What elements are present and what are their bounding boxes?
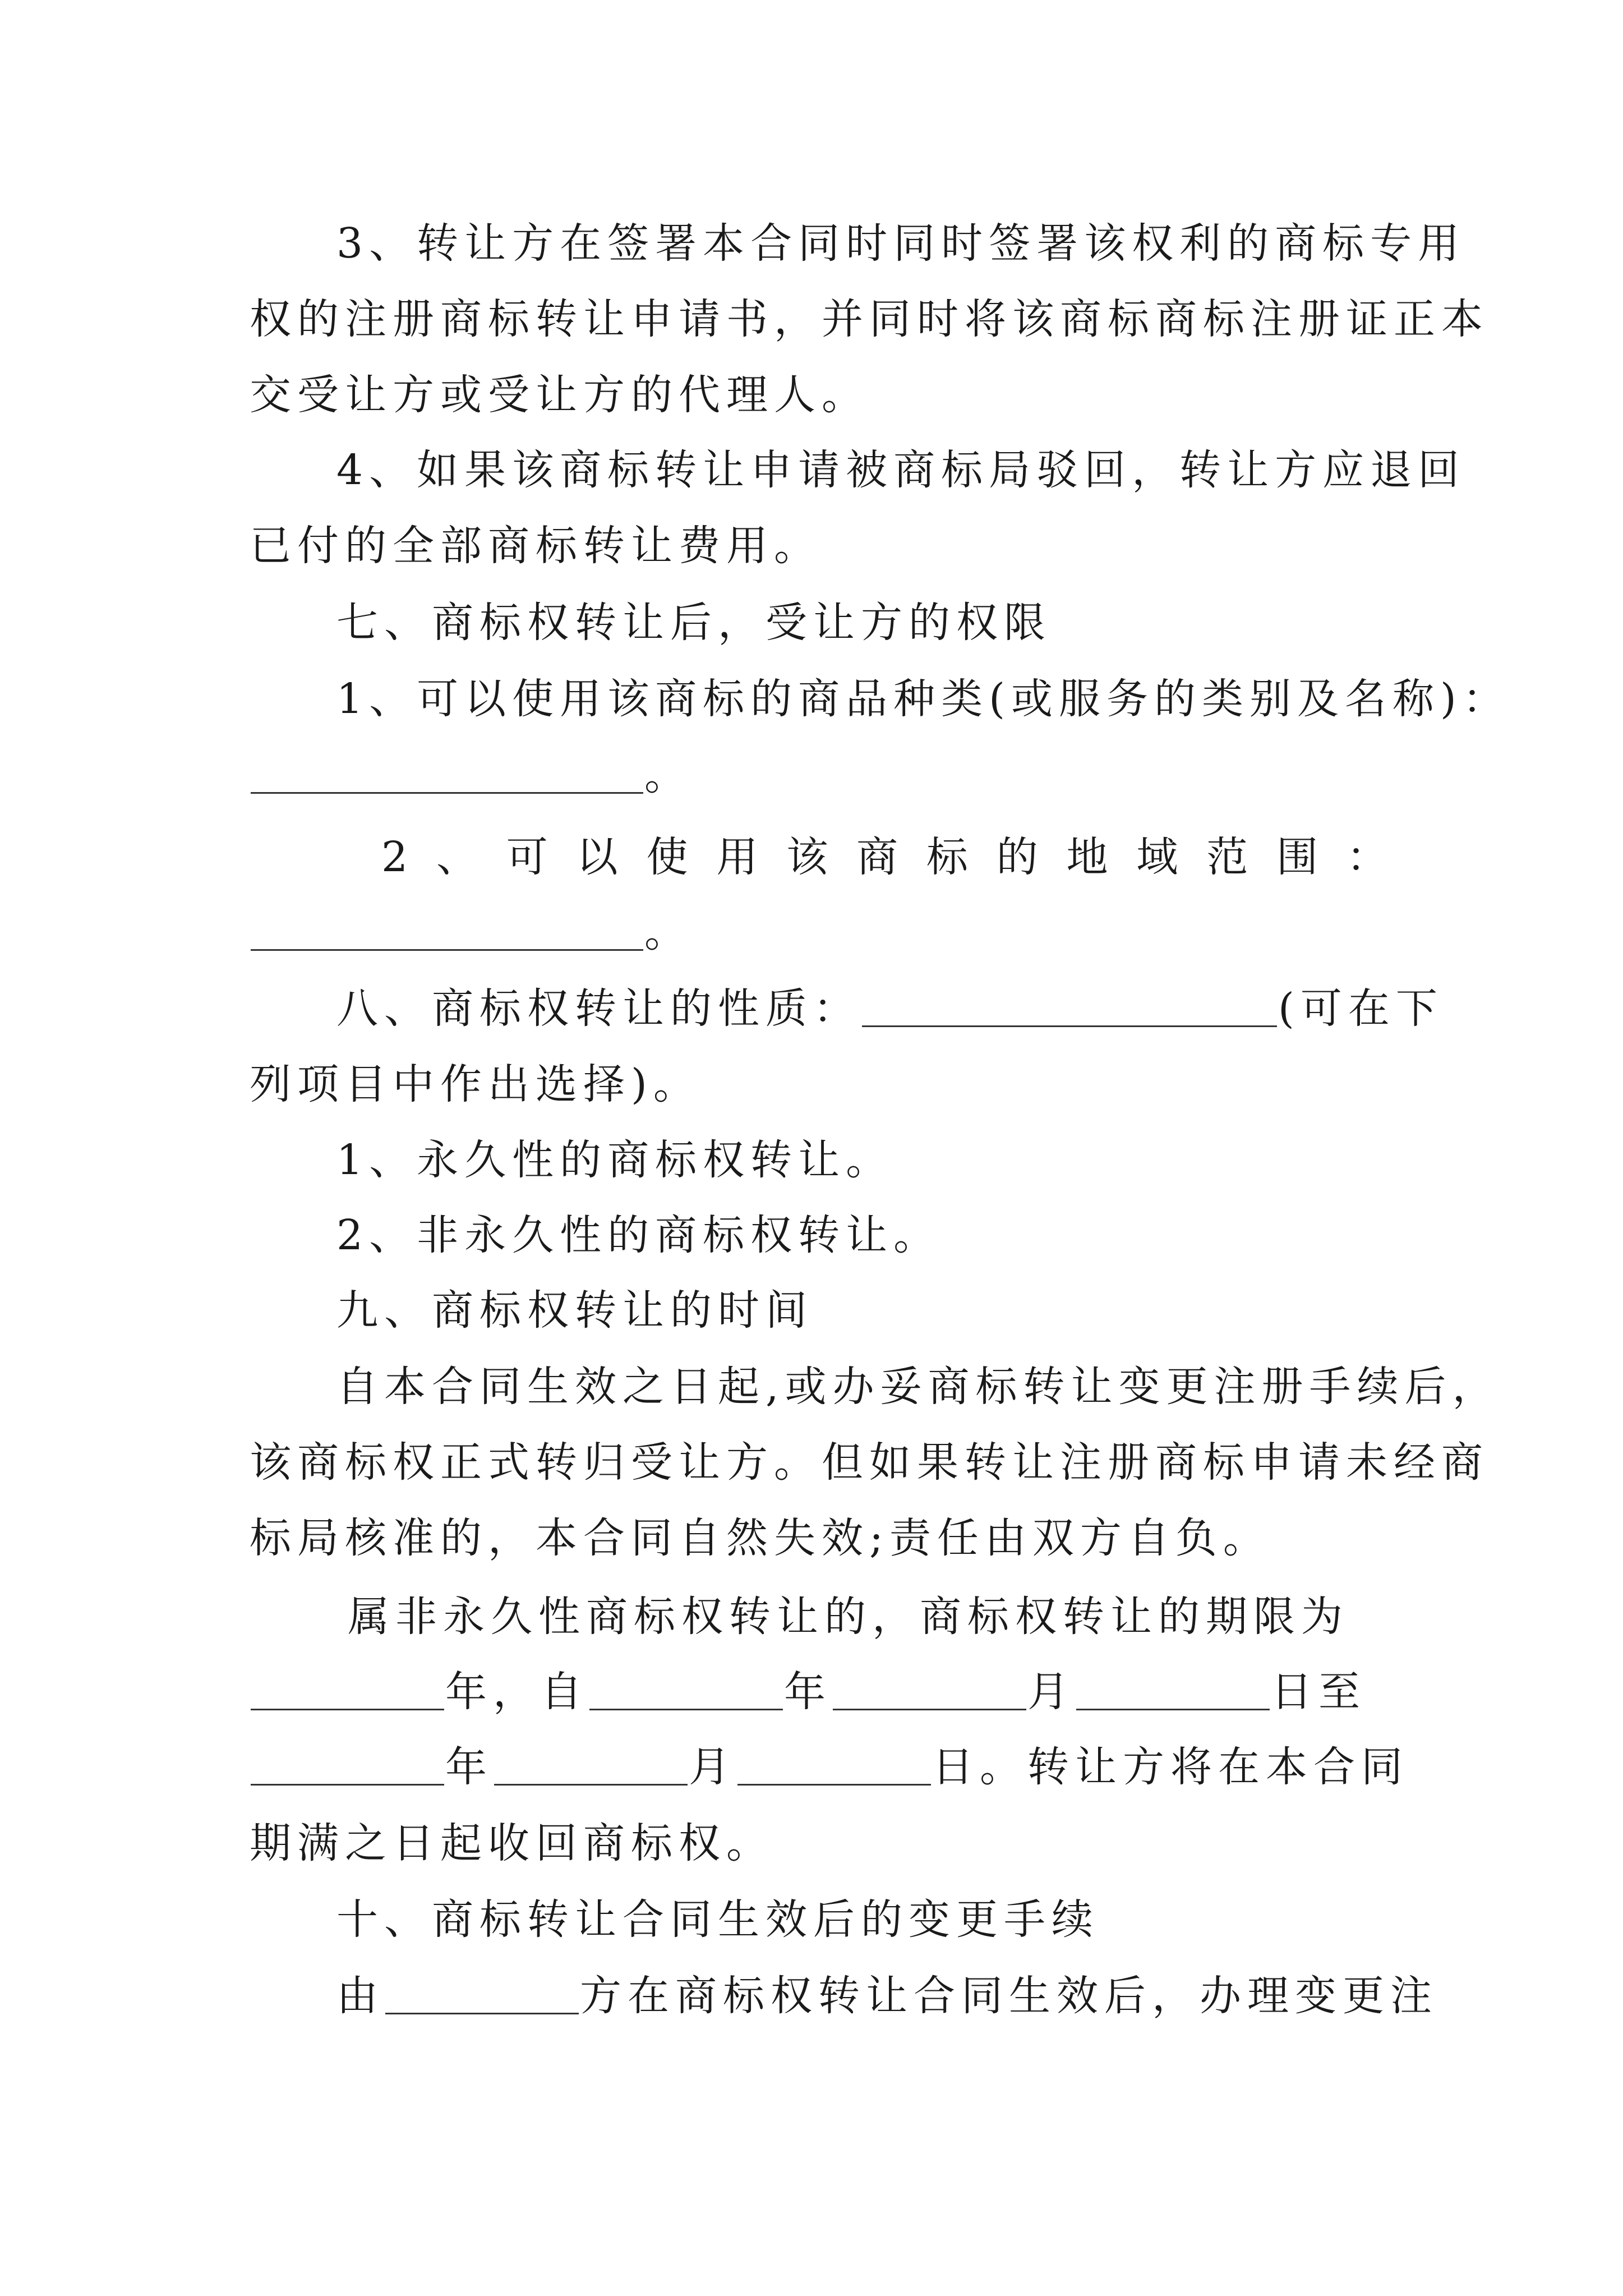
date-label: 日。转让方将在本合同: [932, 1743, 1409, 1791]
fill-in-line: [250, 1739, 1409, 1795]
text-line: 期满之日起收回商标权。: [250, 1819, 774, 1867]
text-line: 1、可以使用该商标的商品种类(或服务的类别及名称)：: [336, 675, 1510, 723]
blank-field[interactable]: [1076, 1708, 1270, 1710]
date-label: 月: [689, 1743, 736, 1791]
char: 域: [1136, 833, 1178, 881]
fill-in-line: [250, 747, 1388, 803]
heading-note: (可在下: [1278, 984, 1444, 1033]
text-line: 已付的全部商标转让费用。: [250, 522, 822, 570]
blank-field[interactable]: [589, 1708, 783, 1710]
list-item: 1、永久性的商标权转让。: [336, 1136, 894, 1184]
text-line: 该商标权正式转归受让方。但如果转让注册商标申请未经商: [250, 1438, 1489, 1487]
char: 商: [856, 833, 898, 881]
text-line: 3、转让方在签署本合同时同时签署该权利的商标专用: [336, 219, 1466, 268]
date-label: 年: [784, 1668, 832, 1716]
text-line: 属非永久性商标权转让的，商标权转让的期限为: [348, 1593, 1349, 1641]
text-line: 4、如果该商标转让申请被商标局驳回，转让方应退回: [336, 446, 1466, 494]
fill-in-line: [250, 904, 1388, 960]
char: 范: [1206, 833, 1248, 881]
char: 、: [436, 833, 478, 881]
char: 2: [381, 833, 408, 881]
blank-field[interactable]: [385, 2012, 579, 2014]
text-line: 权的注册商标转让申请书，并同时将该商标商标注册证正本: [250, 295, 1489, 343]
fill-in-line: [336, 1968, 1438, 2024]
line-end-mark: 。: [644, 908, 692, 956]
char: 用: [716, 833, 758, 881]
char: 围: [1276, 833, 1318, 881]
section-heading: 七、商标权转让后，受让方的权限: [336, 599, 1052, 647]
heading-text: 八、商标权转让的性质：: [336, 984, 861, 1033]
section-heading: 九、商标权转让的时间: [336, 1286, 813, 1335]
blank-field[interactable]: [737, 1783, 931, 1786]
line-end-mark: 。: [644, 751, 692, 799]
date-label: 年: [445, 1743, 493, 1791]
date-label: 日至: [1271, 1668, 1366, 1716]
text-line: 列项目中作出选择)。: [250, 1060, 701, 1108]
char: ：: [1346, 833, 1388, 881]
text-segment: 由: [336, 1972, 384, 2020]
date-label: 月: [1027, 1668, 1075, 1716]
char: 的: [996, 833, 1038, 881]
list-item: 2、非永久性的商标权转让。: [336, 1211, 942, 1259]
blank-field[interactable]: [862, 1025, 1277, 1027]
blank-field[interactable]: [833, 1708, 1026, 1710]
char: 地: [1066, 833, 1108, 881]
section-heading: [336, 981, 1444, 1037]
char: 使: [646, 833, 688, 881]
char: 标: [926, 833, 968, 881]
char: 可: [506, 833, 548, 881]
text-line-spread: [381, 829, 1388, 885]
char: 以: [576, 833, 618, 881]
blank-field[interactable]: [251, 1708, 444, 1710]
blank-field[interactable]: [494, 1783, 688, 1786]
char: 该: [786, 833, 828, 881]
text-line: 自本合同生效之日起,或办妥商标转让变更注册手续后，: [336, 1363, 1500, 1411]
text-segment: 方在商标权转让合同生效后，办理变更注: [580, 1972, 1438, 2020]
section-heading: 十、商标转让合同生效后的变更手续: [336, 1895, 1099, 1944]
blank-field[interactable]: [251, 949, 643, 951]
blank-field[interactable]: [251, 1783, 444, 1786]
text-line: 交受让方或受让方的代理人。: [250, 371, 869, 419]
blank-field[interactable]: [251, 792, 643, 794]
text-line: 标局核准的，本合同自然失效;责任由双方自负。: [250, 1514, 1271, 1562]
date-label: 年，自: [445, 1668, 588, 1716]
fill-in-line: [250, 1664, 1388, 1720]
